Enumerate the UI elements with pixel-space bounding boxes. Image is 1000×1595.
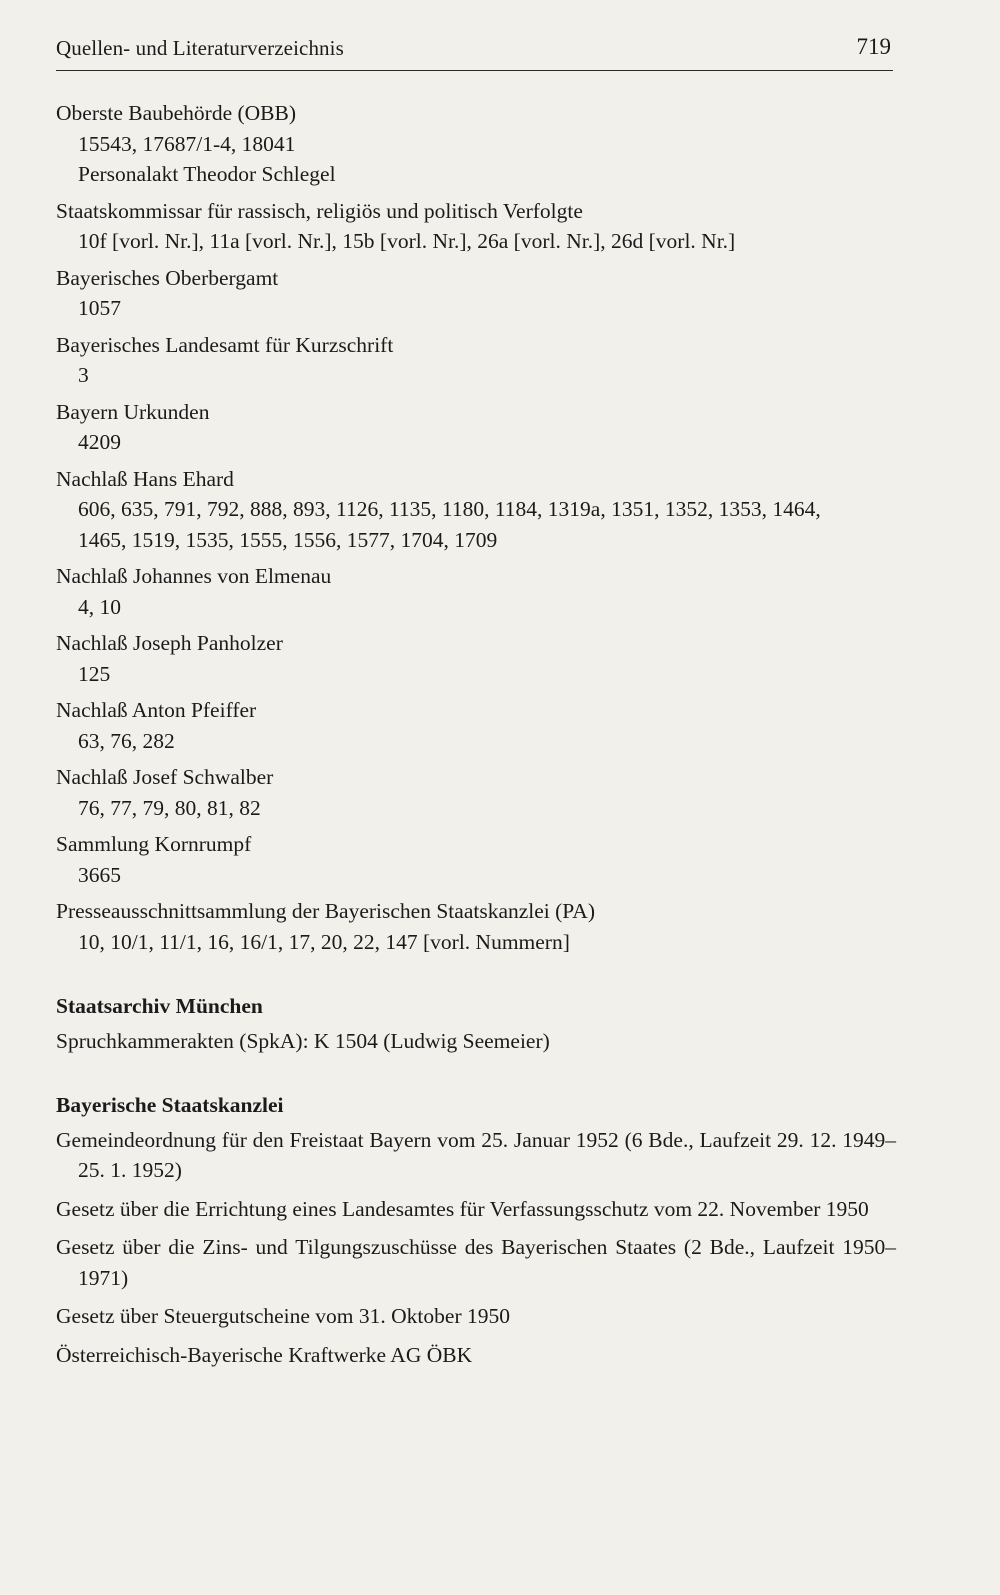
archive-entry [56, 330, 896, 391]
staatsarchiv-section [56, 991, 896, 1056]
entry-name: Oberste Baubehörde (OBB) [56, 101, 297, 125]
running-header [56, 30, 893, 71]
archive-entry [56, 98, 896, 190]
archive-entry [56, 628, 896, 689]
archive-entry [56, 464, 896, 556]
entry-name: Bayern Urkunden [56, 399, 210, 424]
archive-entry [56, 397, 896, 458]
list-item: Gemeindeordnung für den Freistaat Bayern vom 25. Januar 1952 (6 Bde., Laufzeit 29. 12. 1949–25. 1. 1952) [56, 1127, 896, 1182]
entry-refs: Personalakt Theodor Schlegel [78, 162, 336, 186]
entry-refs: 15543, 17687/1-4, 18041 [78, 131, 296, 156]
entry-name: Sammlung Kornrumpf [56, 832, 252, 856]
section-line: Spruchkammerakten (SpkA): K 1504 (Ludwig Seemeier) [56, 1028, 550, 1053]
entry-refs: 4, 10 [78, 594, 121, 619]
entry-refs: 125 [78, 661, 111, 686]
entry-name: Nachlaß Hans Ehard [56, 466, 234, 491]
entry-name: Nachlaß Anton Pfeiffer [56, 698, 257, 722]
archive-entry [56, 829, 896, 890]
section-heading: Staatsarchiv München [56, 994, 263, 1018]
running-head-title: Quellen- und Literaturverzeichnis [56, 36, 344, 60]
list-item: Gesetz über Steuergutscheine vom 31. Oktober 1950 [56, 1304, 510, 1328]
archive-entry [56, 896, 896, 957]
archive-entry [56, 695, 896, 756]
entry-name: Bayerisches Oberbergamt [56, 265, 279, 290]
section-heading: Bayerische Staatskanzlei [56, 1093, 284, 1117]
entry-refs: 1057 [78, 296, 121, 320]
bibliography-content [56, 98, 896, 1378]
entry-refs: 10, 10/1, 11/1, 16, 16/1, 17, 20, 22, 147 [vorl. Nummern] [78, 929, 570, 954]
archive-entry [56, 762, 896, 823]
list-item: Gesetz über die Errichtung eines Landesamtes für Verfassungsschutz vom 22. November 1950 [56, 1196, 869, 1221]
entry-refs: 3665 [78, 862, 121, 887]
staatskanzlei-section [56, 1090, 896, 1370]
entry-refs: 3 [78, 363, 89, 387]
archive-entry [56, 561, 896, 622]
entry-name: Staatskommissar für rassisch, religiös und politisch Verfolgte [56, 198, 583, 223]
archive-entry [56, 263, 896, 324]
entry-refs: 1465, 1519, 1535, 1555, 1556, 1577, 1704, 1709 [78, 527, 498, 552]
entry-name: Nachlaß Johannes von Elmenau [56, 564, 332, 588]
entry-name: Nachlaß Joseph Panholzer [56, 631, 283, 655]
list-item: Österreichisch-Bayerische Kraftwerke AG ÖBK [56, 1342, 473, 1367]
entry-refs: 76, 77, 79, 80, 81, 82 [78, 795, 261, 820]
entry-refs: 4209 [78, 430, 121, 454]
entry-refs: 606, 635, 791, 792, 888, 893, 1126, 1135, 1180, 1184, 1319a, 1351, 1352, 1353, 1464, [78, 497, 821, 521]
page-number: 719 [856, 34, 891, 59]
entry-name: Presseausschnittsammlung der Bayerischen Staatskanzlei (PA) [56, 899, 595, 923]
archive-entry [56, 196, 896, 257]
entry-name: Bayerisches Landesamt für Kurzschrift [56, 332, 394, 357]
list-item: Gesetz über die Zins- und Tilgungszuschüsse des Bayerischen Staates (2 Bde., Laufzeit 1950–1971) [56, 1235, 896, 1290]
entry-refs: 10f [vorl. Nr.], 11a [vorl. Nr.], 15b [vorl. Nr.], 26a [vorl. Nr.], 26d [vorl. Nr.] [78, 229, 736, 253]
entry-refs: 63, 76, 282 [78, 728, 175, 753]
entry-name: Nachlaß Josef Schwalber [56, 765, 274, 789]
